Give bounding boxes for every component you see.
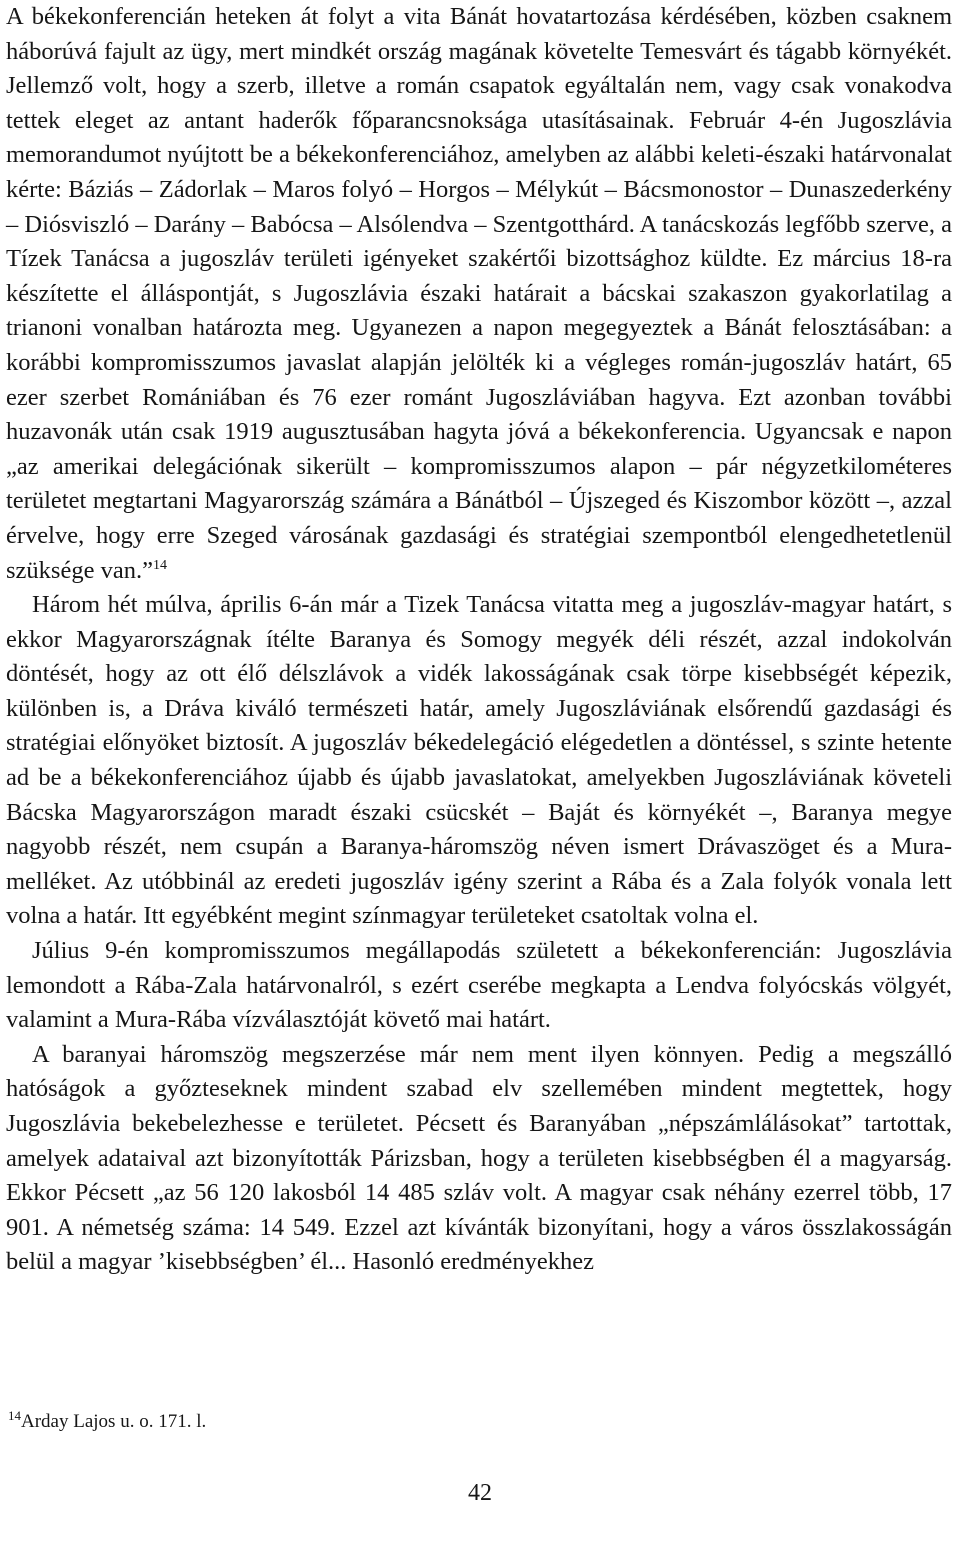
- paragraph-3-text: Július 9-én kompromisszumos megállapodás született a békekonferencián: Jugoszlávia lemondott a Rába-Zala határvonalról, s ezért cserébe megkapta a Lendva folyócskás völgyét, valamint a Mura-Rába vízválasztóját követő mai határt.: [6, 937, 952, 1034]
- page-number: 42: [468, 1480, 492, 1506]
- paragraph-1: [6, 0, 952, 588]
- footnote: [8, 1410, 206, 1434]
- paragraph-3: [6, 934, 952, 1038]
- footnote-text: Arday Lajos u. o. 171. l.: [21, 1411, 207, 1432]
- paragraph-2-text: Három hét múlva, április 6-án már a Tizek Tanácsa vitatta meg a jugoszláv-magyar határt, s ekkor Magyarországnak ítélte Baranya és Somogy megyék déli részét, azzal indokolván döntését, hogy az ott élő délszlávok a vidék lakosságának csak törpe kisebbségét képezik, különben is, a Dráva kiváló természeti határ, amely Jugoszláviának elsőrendű gazdasági és stratégiai előnyöket biztosít. A jugoszláv békedelegáció elégedetlen a döntéssel, s szinte hetente ad be a békekonferenciához újabb és újabb javaslatokat, amelyekben Jugoszláviának követeli Bácska Magyarországon maradt északi csücskét – Baját és környékét –, Baranya megye nagyobb részét, nem csupán a Baranya-háromszög néven ismert Drávaszöget és a Mura-melléket. Az utóbbinál az eredeti jugoszláv igény szerint a Rába és a Zala folyók vonala lett volna a határ. Itt egyébként megint színmagyar területeket csatoltak volna el.: [6, 591, 952, 930]
- paragraph-1-text: A békekonferencián heteken át folyt a vita Bánát hovatartozása kérdésében, közben csaknem háborúvá fajult az ügy, mert mindkét ország magának követelte Temesvárt és tágabb környékét. Jellemző volt, hogy a szerb, illetve a román csapatok egyáltalán nem, vagy csak vonakodva tettek eleget az antant haderők főparancsnoksága utasításainak. Február 4-én Jugoszlávia memorandumot nyújtott be a békekonferenciához, amelyben az alábbi keleti-északi határvonalat kérte: Báziás – Zádorlak – Maros folyó – Horgos – Mélykút – Bácsmonostor – Dunaszederkény – Diósviszló – Darány – Babócsa – Alsólendva – Szentgotthárd. A tanácskozás legfőbb szerve, a Tízek Tanácsa a jugoszláv területi igényeket szakértői bizottsághoz küldte. Ez március 18-ra készítette el álláspontját, s Jugoszlávia északi határait a bácskai szakaszon gyakorlatilag a trianoni vonalban határozta meg. Ugyanezen a napon megegyeztek a Bánát felosztásában: a korábbi kompromisszumos javaslat alapján jelölték ki a végleges román-jugoszláv határt, 65 ezer szerbet Romániában és 76 ezer románt Jugoszláviában hagyva. Ezt azonban további huzavonák után csak 1919 augusztusában hagyta jóvá a békekonferencia. Ugyancsak e napon „az amerikai delegációnak sikerült – kompromisszumos alapon – pár négyzetkilométeres területet megtartani Magyarország számára a Bánátból – Újszeged és Kiszombor között –, azzal érvelve, hogy erre Szeged városának gazdasági és stratégiai szempontból elengedhetetlenül szüksége van.”: [6, 3, 952, 584]
- paragraph-2: [6, 588, 952, 934]
- paragraph-4-text: A baranyai háromszög megszerzése már nem ment ilyen könnyen. Pedig a megszálló hatóságok a győzteseknek mindent szabad elv szellemében mindent megtettek, hogy Jugoszlávia bekebelezhesse e területet. Pécsett és Baranyában „népszámlálásokat” tartottak, amelyek adataival azt bizonyították Párizsban, hogy a területen kisebbségben él a magyarság. Ekkor Pécsett „az 56 120 lakosból 14 485 szláv volt. A magyar csak néhány ezerrel több, 17 901. A németség száma: 14 549. Ezzel azt kívánták bizonyítani, hogy a város összlakosságán belül a magyar ’kisebbségben’ él... Hasonló eredményekhez: [6, 1040, 952, 1276]
- body-text: [6, 0, 952, 1280]
- paragraph-4: [6, 1038, 952, 1280]
- footnote-reference: 14: [152, 557, 167, 573]
- footnote-number: 14: [8, 1408, 21, 1423]
